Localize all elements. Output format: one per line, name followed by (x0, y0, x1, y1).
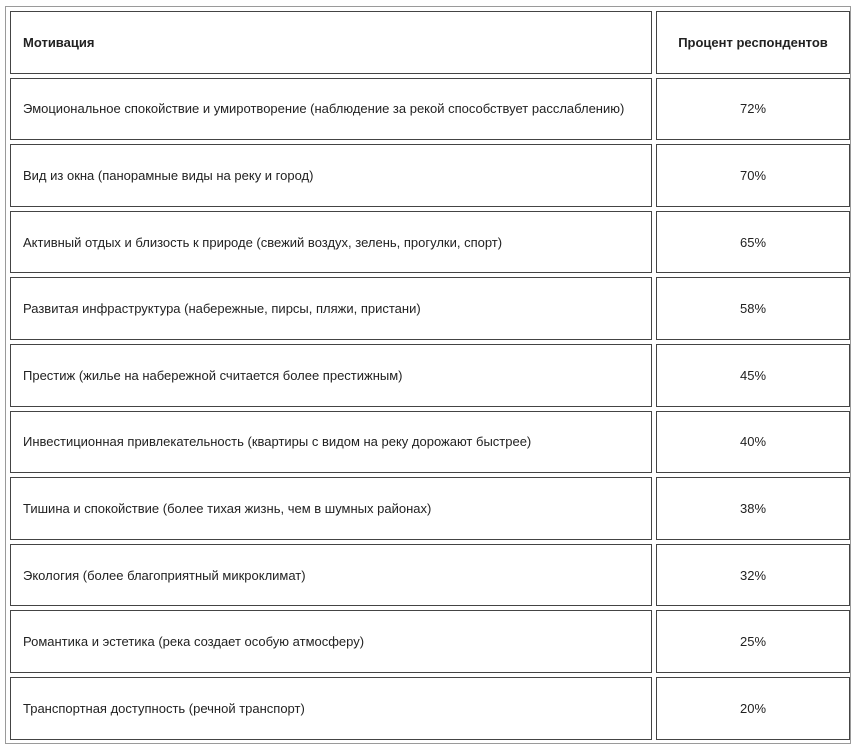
cell-motivation: Транспортная доступность (речной транспорт) (10, 677, 652, 740)
header-motivation: Мотивация (10, 11, 652, 74)
table-header-row (10, 11, 850, 74)
cell-motivation: Экология (более благоприятный микроклимат) (10, 544, 652, 607)
cell-percent: 72% (656, 78, 850, 141)
cell-motivation: Инвестиционная привлекательность (квартиры с видом на реку дорожают быстрее) (10, 411, 652, 474)
motivation-survey-table (6, 7, 854, 744)
table-row (10, 411, 850, 474)
table-row (10, 144, 850, 207)
survey-table-container (5, 6, 851, 744)
cell-motivation: Романтика и эстетика (река создает особую атмосферу) (10, 610, 652, 673)
cell-motivation: Активный отдых и близость к природе (свежий воздух, зелень, прогулки, спорт) (10, 211, 652, 274)
table-row (10, 344, 850, 407)
cell-percent: 20% (656, 677, 850, 740)
cell-percent: 38% (656, 477, 850, 540)
table-row (10, 211, 850, 274)
cell-percent: 40% (656, 411, 850, 474)
cell-percent: 25% (656, 610, 850, 673)
table-row (10, 477, 850, 540)
cell-motivation: Престиж (жилье на набережной считается более престижным) (10, 344, 652, 407)
cell-percent: 45% (656, 344, 850, 407)
table-row (10, 610, 850, 673)
cell-motivation: Эмоциональное спокойствие и умиротворение (наблюдение за рекой способствует расслаблению) (10, 78, 652, 141)
table-row (10, 544, 850, 607)
cell-percent: 65% (656, 211, 850, 274)
cell-percent: 58% (656, 277, 850, 340)
cell-motivation: Развитая инфраструктура (набережные, пирсы, пляжи, пристани) (10, 277, 652, 340)
cell-percent: 70% (656, 144, 850, 207)
table-row (10, 78, 850, 141)
table-row (10, 277, 850, 340)
cell-motivation: Тишина и спокойствие (более тихая жизнь, чем в шумных районах) (10, 477, 652, 540)
cell-motivation: Вид из окна (панорамные виды на реку и город) (10, 144, 652, 207)
header-percent: Процент респондентов (656, 11, 850, 74)
table-row (10, 677, 850, 740)
cell-percent: 32% (656, 544, 850, 607)
